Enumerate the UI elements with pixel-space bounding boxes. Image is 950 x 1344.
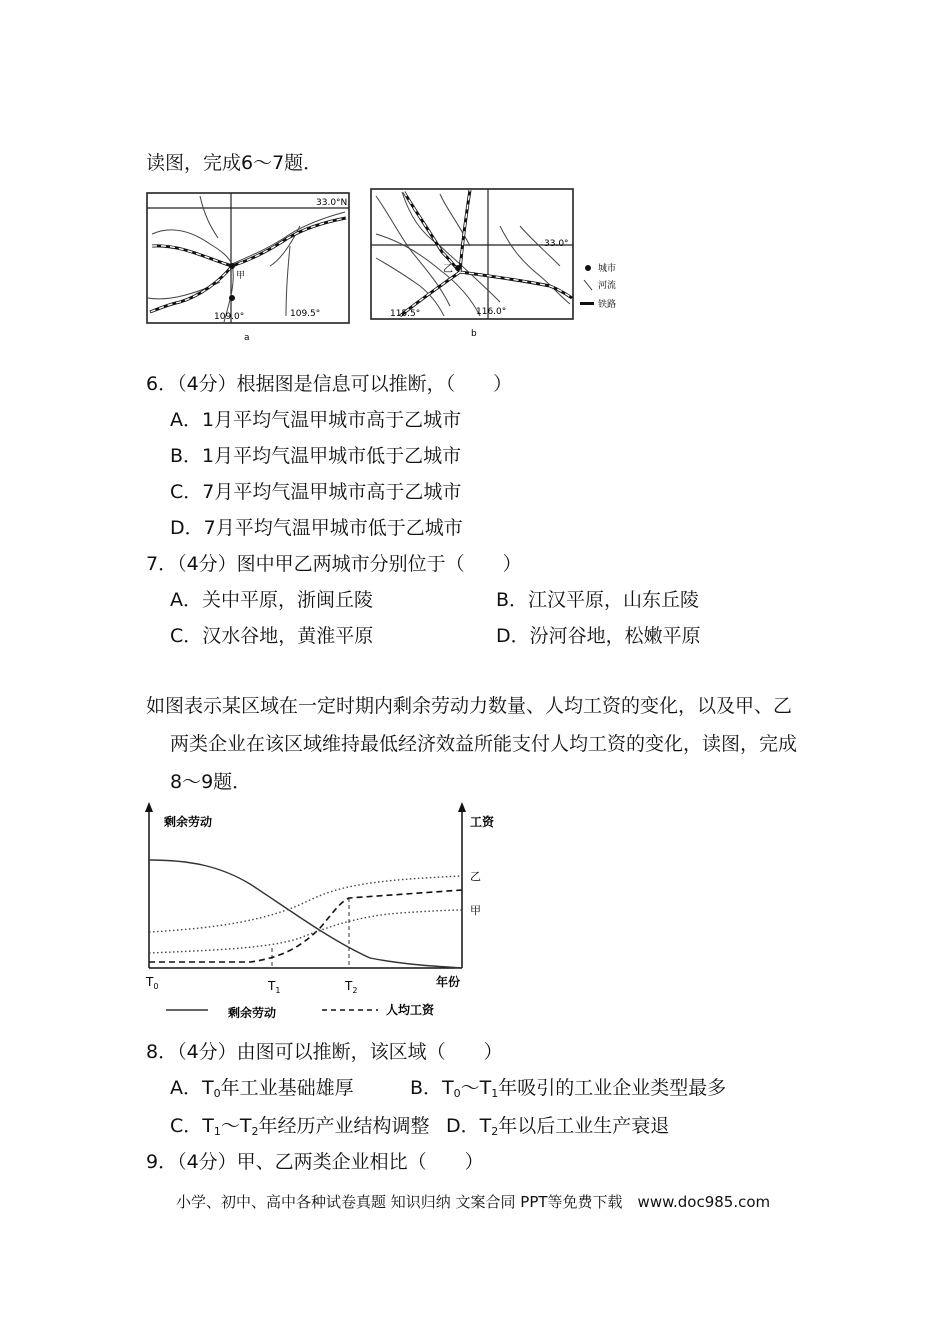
- q6-option-a[interactable]: A．1月平均气温甲城市高于乙城市: [170, 409, 462, 431]
- q8-stem: 8．（4分）由图可以推断，该区域（ ）: [146, 1041, 503, 1063]
- legend-dashed-label: 人均工资: [386, 1003, 435, 1017]
- maps-figure: [140, 186, 640, 346]
- q7-option-b[interactable]: B．江汉平原，山东丘陵: [496, 589, 700, 611]
- right-axis-label: 工资: [470, 815, 495, 829]
- q8-option-d[interactable]: D．$T_2$年以后工业生产衰退: [446, 1115, 670, 1138]
- legend-railway-icon: [580, 302, 594, 305]
- left-axis-label: 剩余劳动: [164, 815, 213, 829]
- q7-option-a[interactable]: A．关中平原，浙闽丘陵: [170, 589, 373, 611]
- series-avg-wage: [149, 890, 462, 962]
- q8-option-c[interactable]: C．$T_1\sim T_2$年经历产业结构调整: [170, 1115, 430, 1138]
- q8-option-a[interactable]: A．$T_0$年工业基础雄厚: [170, 1077, 354, 1100]
- map-b-lon2: 116.0°: [476, 307, 507, 317]
- legend-city-icon: [585, 265, 591, 271]
- legend-city: 城市: [598, 264, 617, 274]
- map-b-city-label: 乙: [443, 264, 453, 275]
- intro-6-7: 读图，完成6～7题．: [146, 152, 323, 174]
- x-axis-label: 年份: [436, 975, 461, 989]
- intro-8-9-line2: 两类企业在该区域维持最低经济效益所能支付人均工资的变化，读图，完成: [170, 733, 798, 755]
- legend-river-icon: [584, 280, 592, 290]
- map-b-lon1: 115.5°: [390, 309, 421, 319]
- left-axis-arrow: [145, 802, 153, 812]
- map-a-lon2: 109.5°: [290, 309, 321, 319]
- q6-stem: 6．（4分）根据图是信息可以推断，（ ）: [146, 373, 513, 395]
- q9-stem: 9．（4分）甲、乙两类企业相比（ ）: [146, 1151, 484, 1173]
- tick-t2: $T_2$: [345, 979, 358, 995]
- legend-solid-label: 剩余劳动: [228, 1006, 277, 1020]
- right-label-yi: 乙: [470, 870, 481, 883]
- map-a-city-label: 甲: [236, 271, 246, 281]
- right-label-jia: 甲: [470, 904, 481, 917]
- intro-8-9-line3: 8～9题．: [170, 771, 252, 793]
- q8-option-b[interactable]: B．$T_0\sim T_1$年吸引的工业企业类型最多: [410, 1077, 727, 1100]
- series-surplus-labor: [149, 860, 462, 968]
- map-a-lon1: 109.0°: [214, 312, 245, 322]
- right-axis-arrow: [458, 802, 466, 812]
- map-a-caption: a: [244, 333, 250, 343]
- series-yi: [149, 876, 462, 932]
- q7-stem: 7．（4分）图中甲乙两城市分别位于（ ）: [146, 553, 522, 575]
- q6-option-c[interactable]: C．7月平均气温甲城市高于乙城市: [170, 481, 462, 503]
- map-b-caption: b: [471, 329, 477, 339]
- footer-text: 小学、初中、高中各种试卷真题 知识归纳 文案合同 PPT等免费下载 www.doc985.com: [176, 1193, 771, 1211]
- q7-option-d[interactable]: D．汾河谷地，松嫩平原: [496, 625, 701, 647]
- q6-option-b[interactable]: B．1月平均气温甲城市低于乙城市: [170, 445, 462, 467]
- map-a-lat: 33.0°N: [316, 198, 348, 208]
- q7-option-c[interactable]: C．汉水谷地，黄淮平原: [170, 625, 374, 647]
- legend-river: 河流: [598, 281, 617, 291]
- q6-option-d[interactable]: D．7月平均气温甲城市低于乙城市: [170, 517, 463, 539]
- tick-t1: $T_1$: [268, 979, 281, 995]
- tick-t0: $T_0$: [146, 975, 159, 991]
- series-jia: [149, 910, 462, 953]
- map-b-lat: 33.0°: [544, 239, 569, 249]
- intro-8-9-line1: 如图表示某区域在一定时期内剩余劳动力数量、人均工资的变化，以及甲、乙: [146, 695, 793, 717]
- legend-railway: 铁路: [598, 300, 617, 310]
- labor-wage-chart: [140, 800, 510, 1025]
- map-b-frame: [371, 189, 573, 319]
